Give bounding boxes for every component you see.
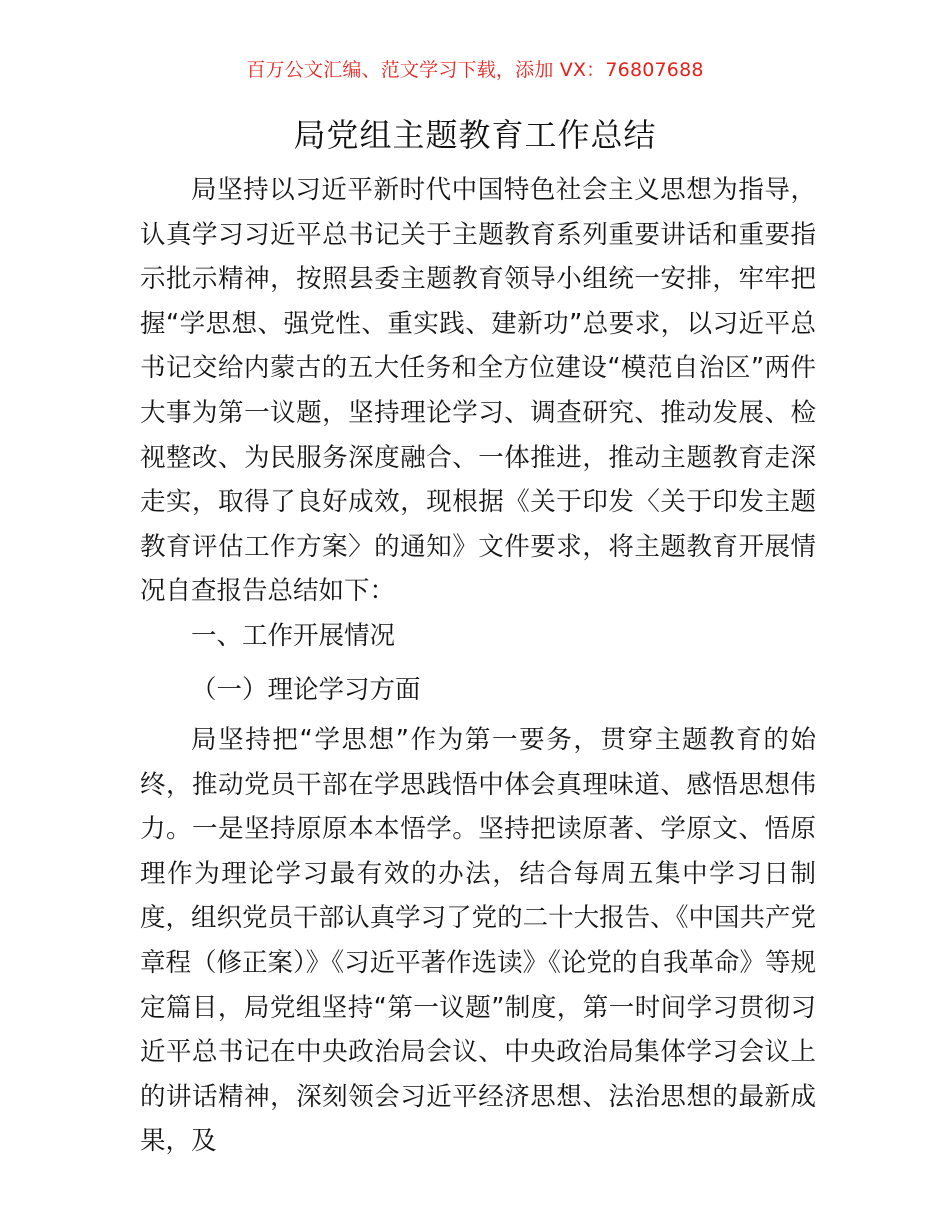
subsection-heading: （一）理论学习方面 [191,675,421,705]
section-heading: 一、工作开展情况 [191,621,396,651]
promo-banner: 百万公文汇编、范文学习下载，添加 VX：76807688 [246,59,704,81]
document-title: 局党组主题教育工作总结 [293,116,657,154]
section-paragraph: 局坚持把“学思想”作为第一要务，贯穿主题教育的始终，推动党员干部在学思践悟中体会真理味道、感悟思想伟力。一是坚持原原本本悟学。坚持把读原著、学原文、悟原理作为理论学习最有效的办法，结合每周五集中学习日制度，组织党员干部认真学习了党的二十大报告、《中国共产党章程（修正案）》《习近平著作选读》《论党的自我革命》等规定篇目，局党组坚持“第一议题”制度，第一时间学习贯彻习近平总书记在中央政治局会议、中央政治局集体学习会议上的讲话精神，深刻领会习近平经济思想、法治思想的最新成果，及 [140,725,816,1157]
intro-paragraph: 局坚持以习近平新时代中国特色社会主义思想为指导，认真学习习近平总书记关于主题教育系列重要讲话和重要指示批示精神，按照县委主题教育领导小组统一安排，牢牢把握“学思想、强党性、重实践、建新功”总要求，以习近平总书记交给内蒙古的五大任务和全方位建设“模范自治区”两件大事为第一议题，坚持理论学习、调查研究、推动发展、检视整改、为民服务深度融合、一体推进，推动主题教育走深走实，取得了良好成效，现根据《关于印发〈关于印发主题教育评估工作方案〉的通知》文件要求，将主题教育开展情况自查报告总结如下： [140,175,816,607]
